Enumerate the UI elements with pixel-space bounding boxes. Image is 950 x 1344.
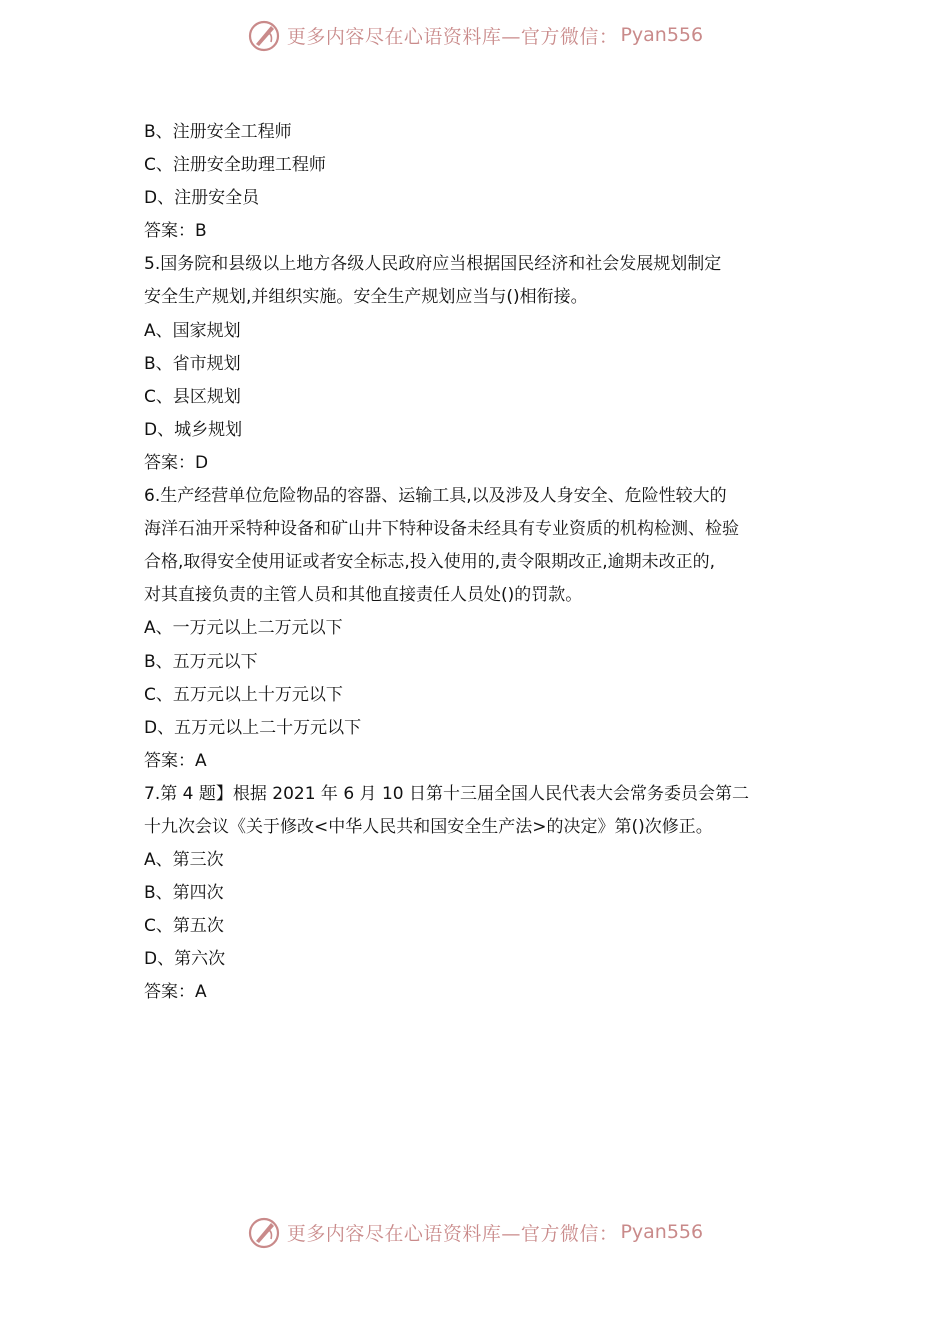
question-line: 6.生产经营单位危险物品的容器、运输工具,以及涉及人身安全、危险性较大的 <box>144 486 727 507</box>
text-line: B、注册安全工程师 <box>144 122 292 142</box>
watermark-text: 更多内容尽在心语资料库 <box>286 1222 502 1245</box>
text-line: D、五万元以上二十万元以下 <box>144 717 362 738</box>
question-line: 对其直接负责的主管人员和其他直接责任人员处()的罚款。 <box>144 585 583 606</box>
text-line: B、第四次 <box>144 883 224 904</box>
text-line: C、县区规划 <box>144 386 241 407</box>
answer-line: 答案：B <box>144 221 207 242</box>
question-line: 5.国务院和县级以上地方各级人民政府应当根据国民经济和社会发展规划制定 <box>144 254 722 275</box>
question-line: 海洋石油开采特种设备和矿山井下特种设备未经具有专业资质的机构检测、检验 <box>144 519 739 540</box>
answer-line: 答案：A <box>144 982 207 1003</box>
document-body <box>144 116 814 1010</box>
answer-line: 答案：A <box>144 750 207 771</box>
watermark-handle: Pyan556 <box>620 1221 704 1243</box>
footer-watermark <box>0 1212 950 1252</box>
quill-logo-icon <box>247 18 281 52</box>
text-line: A、国家规划 <box>144 320 241 341</box>
text-line: C、注册安全助理工程师 <box>144 155 326 176</box>
text-line: D、注册安全员 <box>144 188 260 209</box>
watermark-separator: —官方微信： <box>501 25 619 48</box>
question-line: 安全生产规划,并组织实施。安全生产规划应当与()相衔接。 <box>144 287 588 308</box>
text-line: C、第五次 <box>144 916 224 937</box>
text-line: A、一万元以上二万元以下 <box>144 618 343 639</box>
text-line: D、城乡规划 <box>144 419 243 440</box>
header-watermark <box>0 15 950 55</box>
text-line: B、省市规划 <box>144 353 241 374</box>
text-line: D、第六次 <box>144 949 226 970</box>
text-line: C、五万元以上十万元以下 <box>144 684 343 705</box>
quill-logo-icon <box>247 1215 281 1249</box>
watermark-text: 更多内容尽在心语资料库 <box>286 25 502 48</box>
question-line: 十九次会议《关于修改<中华人民共和国安全生产法>的决定》第()次修正。 <box>144 816 713 837</box>
answer-line: 答案：D <box>144 452 209 473</box>
question-line: 7.第 4 题】根据 2021 年 6 月 10 日第十三届全国人民代表大会常务委员会第二 <box>144 783 749 804</box>
watermark-handle: Pyan556 <box>620 24 704 46</box>
watermark-separator: —官方微信： <box>501 1222 619 1245</box>
question-line: 合格,取得安全使用证或者安全标志,投入使用的,责令限期改正,逾期未改正的, <box>144 552 716 573</box>
text-line: B、五万元以下 <box>144 651 258 672</box>
text-line: A、第三次 <box>144 850 224 871</box>
